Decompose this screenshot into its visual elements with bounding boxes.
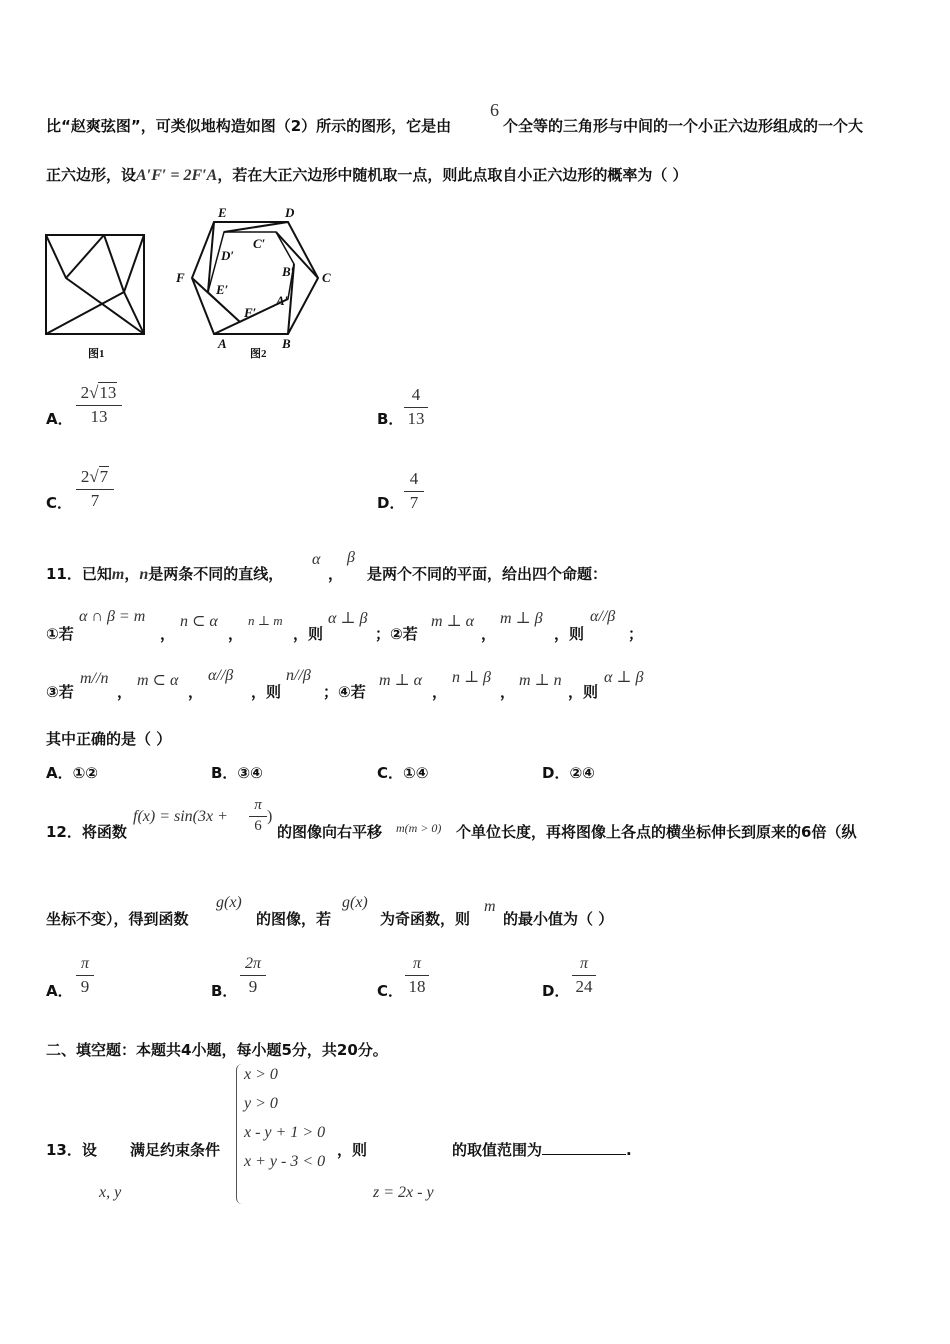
q13-objective: z = 2x - y: [373, 1184, 434, 1201]
q13-text-d: .: [626, 1141, 632, 1159]
q11-p1-cond1: α ∩ β = m: [79, 608, 146, 625]
q11-p2-sep1: ，: [481, 625, 497, 643]
q11-sep: ，: [124, 565, 140, 583]
q13-constraint-brace: [236, 1064, 243, 1204]
q11-p3-cond2: m ⊂ α: [137, 672, 179, 689]
q10-option-c-fraction: 2√7 7: [76, 467, 114, 511]
q12-option-c-den: 18: [408, 977, 426, 996]
q11-p2-label: ；②若: [375, 625, 418, 643]
q11-option-c[interactable]: C．①④: [377, 764, 429, 782]
q11-question: 其中正确的是（ ）: [46, 730, 172, 748]
q11-p4-result: α ⊥ β: [604, 669, 644, 686]
q12-stem-d: 倍（纵: [811, 823, 857, 841]
section-2-heading: [46, 1039, 388, 1060]
q10-option-c-coef: 2: [80, 467, 90, 486]
q10-option-d-label[interactable]: D．: [377, 494, 405, 512]
q11-p2-end: ；: [628, 625, 644, 643]
q12-stem-c-line: [456, 821, 856, 842]
q11-p3-then: ，则: [251, 683, 282, 701]
q10-option-d-fraction: [404, 469, 424, 513]
q12-option-a-den: 9: [80, 977, 90, 996]
q12-func-num: π: [254, 797, 262, 813]
q13-answer-line: [452, 1139, 632, 1160]
q12-option-a-label[interactable]: A．: [46, 982, 73, 1000]
q10-option-c-den: 7: [90, 491, 100, 510]
q11-option-b[interactable]: B．③④: [211, 764, 263, 782]
q12-line2-c: 为奇函数，则: [380, 910, 471, 928]
q12-stem-a: 12．将函数: [46, 823, 127, 841]
q11-p3-label: ③若: [46, 683, 74, 701]
figure-1-caption: 图1: [88, 348, 105, 360]
section-2-count: 4: [181, 1041, 192, 1059]
q11-p3-cond1: m//n: [80, 670, 109, 687]
q12-times: 6: [801, 823, 812, 841]
q11-var-m: m: [111, 566, 125, 583]
vertex-A: A: [218, 336, 227, 351]
q12-option-c-label[interactable]: C．: [377, 982, 404, 1000]
q10-option-b-den: 13: [407, 409, 425, 428]
q11-p4-label: ；④若: [323, 683, 366, 701]
section-2-total: 20: [336, 1041, 358, 1059]
q12-option-a-num: π: [80, 955, 89, 972]
vertex-C-prime: C′: [253, 236, 266, 251]
vertex-B: B: [282, 336, 291, 351]
figure-1-square: [46, 235, 144, 334]
q12-option-d-den: 24: [575, 977, 593, 996]
vertex-B-prime: B′: [282, 264, 295, 279]
q11-var-n: n: [139, 566, 149, 583]
q11-p4-cond2: n ⊥ β: [452, 669, 492, 686]
q11-p2-cond2: m ⊥ β: [500, 610, 543, 627]
q10-option-b-fraction: [404, 385, 428, 429]
vertex-C: C: [322, 270, 331, 285]
q12-func-den: 6: [254, 818, 262, 834]
q11-p2-cond1: m ⊥ α: [431, 613, 474, 630]
q13-constraint-2: y > 0: [244, 1095, 278, 1112]
q13-text-a: 满足约束条件: [130, 1141, 221, 1159]
section-2-a: 二、填空题：本题共: [46, 1041, 182, 1059]
q12-line2-d: 的最小值为（ ）: [503, 910, 614, 928]
q11-p3-sep2: ，: [188, 683, 204, 701]
q11-p1-then: ，则: [293, 625, 324, 643]
q11-p1-cond2: n ⊂ α: [180, 613, 218, 630]
q12-function-fraction: [249, 797, 267, 835]
q10-line2-text-b: ，若在大正六边形中随机取一点，则此点取自小正六边形的概率为（ ）: [217, 166, 688, 184]
q10-line1-text-b: 个全等的三角形与中间的一个小正六边形组成的一个大: [503, 117, 864, 135]
q11-alpha: α: [312, 551, 321, 568]
q10-option-a-coef: 2: [80, 383, 90, 402]
q11-p2-then: ，则: [554, 625, 585, 643]
q10-line2-text-a: 正六边形，设: [46, 166, 137, 184]
vertex-D: D: [285, 205, 295, 220]
q13-constraint-3: x - y + 1 > 0: [244, 1124, 326, 1141]
q13-constraint-1: x > 0: [244, 1066, 278, 1083]
q10-option-b-num: 4: [411, 385, 421, 404]
q12-function-right: ): [267, 808, 273, 825]
q12-option-b-fraction: [240, 955, 266, 997]
section-2-b: 小题，每小题: [191, 1041, 282, 1059]
q11-stem-c: 是两个不同的平面，给出四个命题：: [367, 565, 608, 583]
q10-option-d-den: 7: [409, 493, 419, 512]
vertex-E: E: [218, 205, 227, 220]
q11-p4-sep2: ，: [500, 683, 516, 701]
q11-p1-label: ①若: [46, 625, 74, 643]
q11-stem-a: 11．已知: [46, 565, 112, 583]
q12-stem-b: 的图像向右平移: [277, 823, 383, 841]
q12-function-left: f(x) = sin(3x +: [133, 808, 228, 825]
section-2-d: 分。: [357, 1041, 388, 1059]
q13-constraints: [244, 1064, 325, 1180]
q11-p2-result: α//β: [590, 608, 616, 625]
q10-option-a-fraction: 2√13 13: [76, 383, 122, 427]
q12-line2-m: m: [484, 898, 496, 915]
q10-option-d-num: 4: [409, 469, 419, 488]
q12-line2-b: 的图像，若: [256, 910, 332, 928]
q11-p3-sep1: ，: [117, 683, 133, 701]
q13-label: 13．设: [46, 1141, 97, 1159]
q10-ratio-equation: A′F′ = 2F′A: [136, 167, 218, 184]
q11-p1-sep2: ，: [228, 625, 244, 643]
q11-comma: ，: [328, 565, 344, 583]
q13-constraint-4: x + y - 3 < 0: [244, 1153, 326, 1170]
q10-triangle-count: 6: [490, 100, 499, 120]
q11-p3-cond3: α//β: [208, 667, 234, 684]
q12-option-d-fraction: [572, 955, 596, 997]
q12-option-b-num: 2π: [244, 955, 261, 972]
q12-option-c-num: π: [412, 955, 421, 972]
q12-g-first: g(x): [216, 894, 242, 911]
q11-p1-result: α ⊥ β: [328, 610, 368, 627]
q12-stem-c: 个单位长度，再将图像上各点的横坐标伸长到原来的: [456, 823, 802, 841]
section-2-c: 分，共: [291, 1041, 337, 1059]
q10-option-a-den: 13: [90, 407, 108, 426]
q10-line2: [46, 164, 688, 185]
q11-p4-cond3: m ⊥ n: [519, 672, 562, 689]
q12-shift: m(m > 0): [396, 821, 442, 835]
vertex-F: F: [176, 270, 185, 285]
q10-line1: [46, 115, 451, 136]
zhao-shuang-figures: [40, 202, 340, 362]
q11-beta: β: [347, 549, 355, 566]
q10-option-b-label[interactable]: B．: [377, 410, 404, 428]
q10-option-a-label[interactable]: A．: [46, 410, 73, 428]
q11-option-d[interactable]: D．②④: [542, 764, 595, 782]
q10-option-c-radicand: 7: [99, 467, 109, 486]
q11-p3-result: n//β: [286, 667, 311, 684]
vertex-F-prime: F′: [244, 305, 257, 320]
q11-stem: [46, 563, 283, 584]
q11-p1-sep1: ，: [160, 625, 176, 643]
q13-text-c: 的取值范围为: [452, 1141, 543, 1159]
q12-option-d-label[interactable]: D．: [542, 982, 570, 1000]
q12-option-c-fraction: [405, 955, 429, 997]
q11-p4-cond1: m ⊥ α: [379, 672, 422, 689]
vertex-E-prime: E′: [216, 282, 229, 297]
q12-g-second: g(x): [342, 894, 368, 911]
q11-stem-b: 是两条不同的直线，: [148, 565, 284, 583]
q13-vars: x, y: [99, 1184, 122, 1201]
section-2-score: 5: [281, 1041, 292, 1059]
q11-option-a[interactable]: A．①②: [46, 764, 99, 782]
vertex-A-prime: A′: [276, 293, 289, 308]
q12-option-d-num: π: [579, 955, 588, 972]
q12-option-a-fraction: [76, 955, 94, 997]
vertex-D-prime: D′: [221, 248, 235, 263]
q12-option-b-label[interactable]: B．: [211, 982, 238, 1000]
q11-p4-sep1: ，: [432, 683, 448, 701]
q12-option-b-den: 9: [248, 977, 258, 996]
q11-p1-cond3: n ⊥ m: [248, 613, 283, 628]
q13-answer-blank[interactable]: [542, 1140, 626, 1155]
q12-line2-a: 坐标不变），得到函数: [46, 910, 189, 928]
q11-p4-then: ，则: [568, 683, 599, 701]
figure-2-caption: 图2: [250, 348, 267, 360]
q13-text-b: ，则: [337, 1141, 368, 1159]
q10-option-a-radicand: 13: [99, 383, 117, 402]
q10-option-c-label[interactable]: C．: [46, 494, 73, 512]
q10-line1-text-a: 比“赵爽弦图”，可类似地构造如图（2）所示的图形，它是由: [46, 117, 452, 135]
